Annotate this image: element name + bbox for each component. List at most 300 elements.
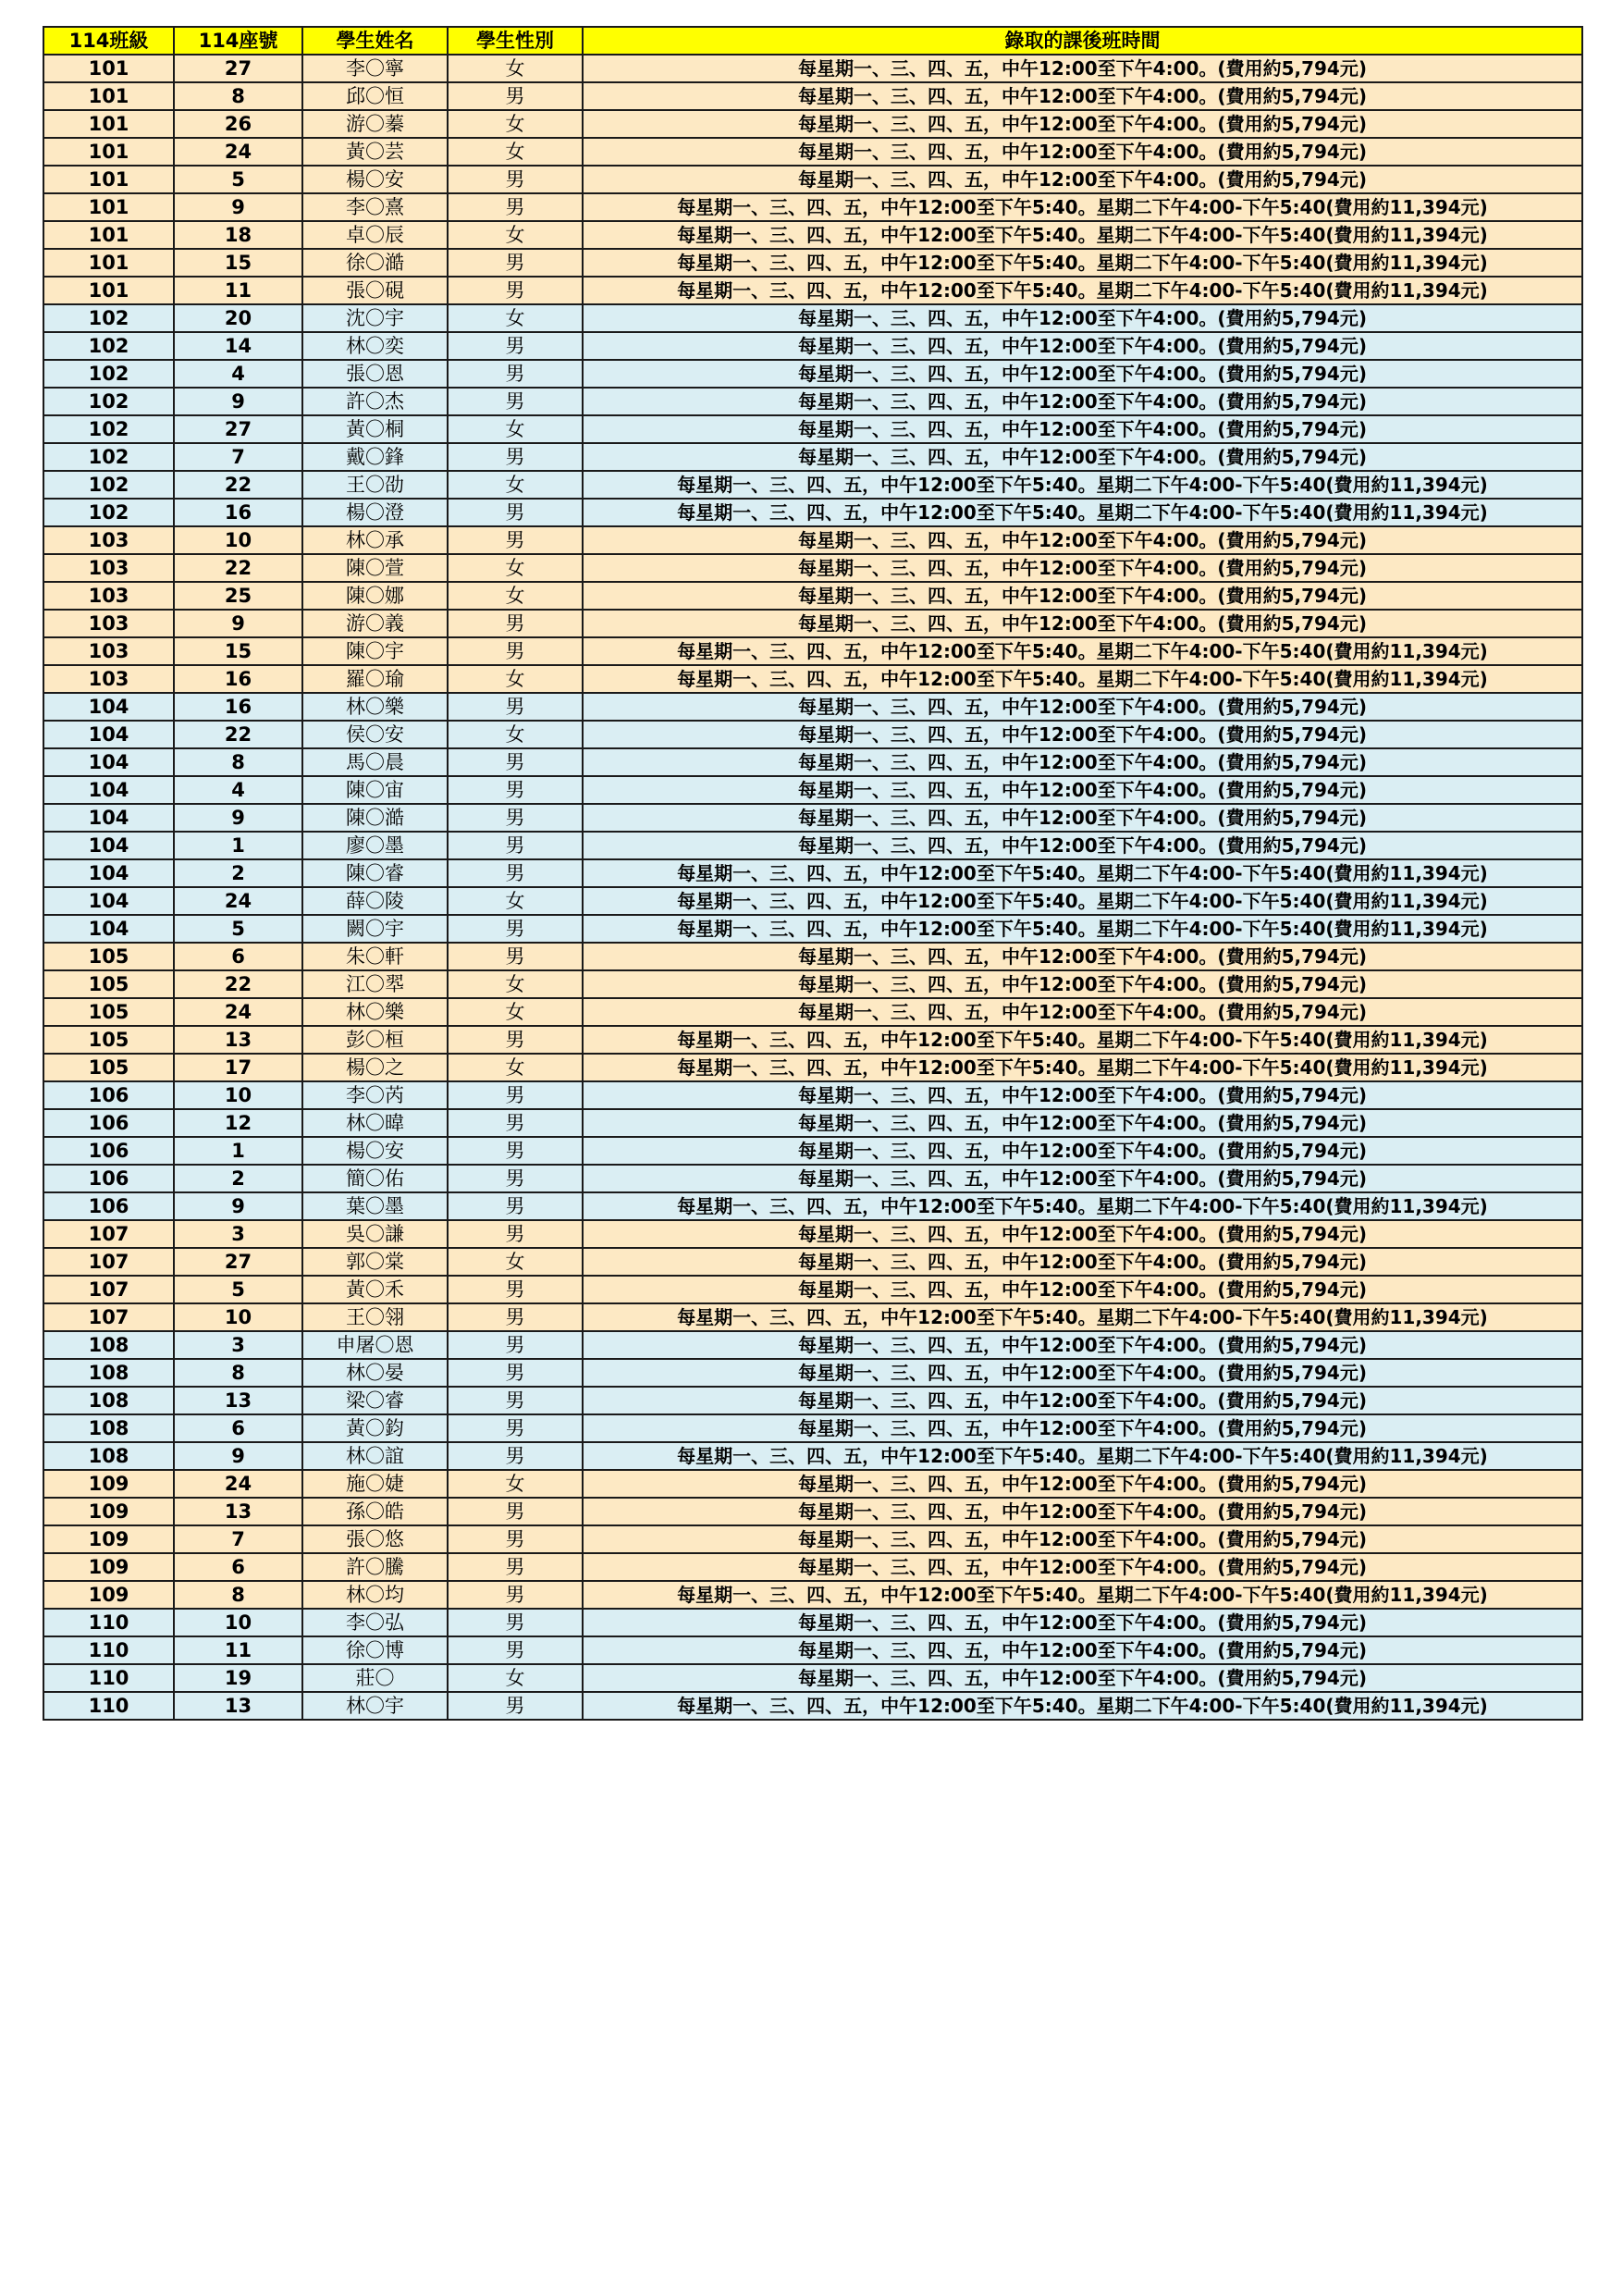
table-row — [43, 1054, 1582, 1081]
cell-name: 楊〇之 — [302, 1054, 448, 1081]
cell-gender: 男 — [448, 1026, 583, 1054]
cell-class: 102 — [43, 388, 174, 415]
cell-name: 沈〇宇 — [302, 304, 448, 332]
cell-name: 薛〇陵 — [302, 887, 448, 915]
cell-class: 108 — [43, 1359, 174, 1387]
cell-gender: 男 — [448, 82, 583, 110]
cell-name: 陳〇萱 — [302, 554, 448, 582]
cell-schedule: 每星期一、三、四、五，中午12:00至下午4:00。(費用約5,794元) — [583, 1276, 1582, 1303]
table-row — [43, 859, 1582, 887]
table-row — [43, 1165, 1582, 1192]
table-row — [43, 526, 1582, 554]
table-row — [43, 1359, 1582, 1387]
cell-gender: 男 — [448, 1137, 583, 1165]
cell-gender: 女 — [448, 304, 583, 332]
cell-name: 吳〇謙 — [302, 1220, 448, 1248]
cell-gender: 男 — [448, 915, 583, 943]
cell-class: 104 — [43, 832, 174, 859]
table-row — [43, 1387, 1582, 1414]
cell-seat: 22 — [174, 554, 302, 582]
cell-gender: 男 — [448, 332, 583, 360]
cell-schedule: 每星期一、三、四、五，中午12:00至下午5:40。星期二下午4:00-下午5:40(費用約11,394元) — [583, 499, 1582, 526]
cell-schedule: 每星期一、三、四、五，中午12:00至下午4:00。(費用約5,794元) — [583, 1248, 1582, 1276]
cell-class: 102 — [43, 332, 174, 360]
cell-gender: 男 — [448, 832, 583, 859]
table-row — [43, 998, 1582, 1026]
cell-gender: 女 — [448, 1470, 583, 1498]
cell-seat: 14 — [174, 332, 302, 360]
table-row — [43, 1192, 1582, 1220]
table-row — [43, 887, 1582, 915]
cell-seat: 8 — [174, 748, 302, 776]
cell-schedule: 每星期一、三、四、五，中午12:00至下午5:40。星期二下午4:00-下午5:40(費用約11,394元) — [583, 1192, 1582, 1220]
table-row — [43, 1220, 1582, 1248]
cell-class: 103 — [43, 610, 174, 637]
table-row — [43, 1414, 1582, 1442]
cell-schedule: 每星期一、三、四、五，中午12:00至下午4:00。(費用約5,794元) — [583, 55, 1582, 82]
cell-class: 104 — [43, 859, 174, 887]
cell-schedule: 每星期一、三、四、五，中午12:00至下午4:00。(費用約5,794元) — [583, 1414, 1582, 1442]
cell-gender: 男 — [448, 1109, 583, 1137]
cell-name: 侯〇安 — [302, 721, 448, 748]
cell-gender: 男 — [448, 526, 583, 554]
cell-class: 108 — [43, 1414, 174, 1442]
cell-seat: 27 — [174, 415, 302, 443]
table-row — [43, 610, 1582, 637]
cell-class: 109 — [43, 1498, 174, 1525]
table-row — [43, 1581, 1582, 1609]
cell-seat: 22 — [174, 970, 302, 998]
cell-name: 林〇暐 — [302, 1109, 448, 1137]
cell-name: 江〇翆 — [302, 970, 448, 998]
cell-schedule: 每星期一、三、四、五，中午12:00至下午4:00。(費用約5,794元) — [583, 1498, 1582, 1525]
cell-gender: 男 — [448, 1165, 583, 1192]
cell-name: 朱〇軒 — [302, 943, 448, 970]
cell-schedule: 每星期一、三、四、五，中午12:00至下午4:00。(費用約5,794元) — [583, 1137, 1582, 1165]
cell-seat: 9 — [174, 1192, 302, 1220]
cell-schedule: 每星期一、三、四、五，中午12:00至下午5:40。星期二下午4:00-下午5:40(費用約11,394元) — [583, 887, 1582, 915]
cell-seat: 7 — [174, 443, 302, 471]
cell-class: 104 — [43, 887, 174, 915]
cell-seat: 1 — [174, 1137, 302, 1165]
cell-name: 彭〇桓 — [302, 1026, 448, 1054]
table-row — [43, 1692, 1582, 1720]
cell-schedule: 每星期一、三、四、五，中午12:00至下午5:40。星期二下午4:00-下午5:40(費用約11,394元) — [583, 637, 1582, 665]
cell-class: 103 — [43, 582, 174, 610]
table-row — [43, 582, 1582, 610]
cell-gender: 男 — [448, 193, 583, 221]
table-row — [43, 1525, 1582, 1553]
cell-name: 馬〇晨 — [302, 748, 448, 776]
cell-name: 陳〇宇 — [302, 637, 448, 665]
cell-class: 107 — [43, 1276, 174, 1303]
cell-schedule: 每星期一、三、四、五，中午12:00至下午5:40。星期二下午4:00-下午5:40(費用約11,394元) — [583, 1054, 1582, 1081]
cell-class: 106 — [43, 1165, 174, 1192]
table-row — [43, 693, 1582, 721]
cell-class: 110 — [43, 1636, 174, 1664]
cell-seat: 22 — [174, 471, 302, 499]
cell-class: 101 — [43, 249, 174, 277]
header-name: 學生姓名 — [302, 27, 448, 55]
cell-gender: 男 — [448, 277, 583, 304]
cell-schedule: 每星期一、三、四、五，中午12:00至下午4:00。(費用約5,794元) — [583, 332, 1582, 360]
table-row — [43, 804, 1582, 832]
table-row — [43, 1248, 1582, 1276]
cell-schedule: 每星期一、三、四、五，中午12:00至下午4:00。(費用約5,794元) — [583, 582, 1582, 610]
table-row — [43, 943, 1582, 970]
cell-class: 102 — [43, 415, 174, 443]
cell-gender: 男 — [448, 1581, 583, 1609]
cell-name: 林〇承 — [302, 526, 448, 554]
cell-class: 102 — [43, 443, 174, 471]
cell-schedule: 每星期一、三、四、五，中午12:00至下午4:00。(費用約5,794元) — [583, 721, 1582, 748]
cell-seat: 24 — [174, 138, 302, 166]
header-schedule: 錄取的課後班時間 — [583, 27, 1582, 55]
cell-seat: 20 — [174, 304, 302, 332]
cell-class: 101 — [43, 138, 174, 166]
cell-name: 邱〇恒 — [302, 82, 448, 110]
table-row — [43, 415, 1582, 443]
cell-name: 李〇弘 — [302, 1609, 448, 1636]
cell-gender: 男 — [448, 776, 583, 804]
cell-name: 徐〇澔 — [302, 249, 448, 277]
table-row — [43, 1109, 1582, 1137]
cell-gender: 女 — [448, 665, 583, 693]
cell-name: 林〇樂 — [302, 693, 448, 721]
cell-gender: 男 — [448, 1636, 583, 1664]
cell-class: 102 — [43, 499, 174, 526]
cell-class: 105 — [43, 1054, 174, 1081]
cell-gender: 男 — [448, 610, 583, 637]
cell-name: 楊〇安 — [302, 1137, 448, 1165]
cell-seat: 10 — [174, 1609, 302, 1636]
cell-schedule: 每星期一、三、四、五，中午12:00至下午4:00。(費用約5,794元) — [583, 1109, 1582, 1137]
table-row — [43, 1470, 1582, 1498]
cell-gender: 男 — [448, 943, 583, 970]
table-row — [43, 221, 1582, 249]
cell-schedule: 每星期一、三、四、五，中午12:00至下午4:00。(費用約5,794元) — [583, 415, 1582, 443]
table-row — [43, 721, 1582, 748]
cell-class: 104 — [43, 693, 174, 721]
table-row — [43, 915, 1582, 943]
cell-class: 110 — [43, 1609, 174, 1636]
cell-schedule: 每星期一、三、四、五，中午12:00至下午4:00。(費用約5,794元) — [583, 610, 1582, 637]
cell-schedule: 每星期一、三、四、五，中午12:00至下午5:40。星期二下午4:00-下午5:40(費用約11,394元) — [583, 859, 1582, 887]
cell-class: 106 — [43, 1192, 174, 1220]
table-row — [43, 193, 1582, 221]
cell-class: 107 — [43, 1220, 174, 1248]
cell-gender: 男 — [448, 1692, 583, 1720]
cell-gender: 男 — [448, 859, 583, 887]
cell-schedule: 每星期一、三、四、五，中午12:00至下午4:00。(費用約5,794元) — [583, 1165, 1582, 1192]
roster-table — [43, 26, 1583, 1721]
cell-class: 108 — [43, 1387, 174, 1414]
cell-class: 103 — [43, 637, 174, 665]
table-row — [43, 832, 1582, 859]
cell-schedule: 每星期一、三、四、五，中午12:00至下午4:00。(費用約5,794元) — [583, 1470, 1582, 1498]
cell-class: 101 — [43, 277, 174, 304]
cell-gender: 男 — [448, 1553, 583, 1581]
header-class: 114班級 — [43, 27, 174, 55]
cell-gender: 男 — [448, 1192, 583, 1220]
cell-name: 林〇宇 — [302, 1692, 448, 1720]
cell-gender: 女 — [448, 55, 583, 82]
cell-gender: 男 — [448, 443, 583, 471]
cell-gender: 男 — [448, 1331, 583, 1359]
table-row — [43, 1081, 1582, 1109]
cell-name: 陳〇睿 — [302, 859, 448, 887]
cell-name: 林〇誼 — [302, 1442, 448, 1470]
cell-gender: 男 — [448, 1609, 583, 1636]
cell-class: 102 — [43, 304, 174, 332]
cell-seat: 8 — [174, 82, 302, 110]
cell-name: 林〇晏 — [302, 1359, 448, 1387]
table-row — [43, 637, 1582, 665]
cell-name: 游〇蓁 — [302, 110, 448, 138]
cell-class: 105 — [43, 970, 174, 998]
cell-seat: 17 — [174, 1054, 302, 1081]
cell-seat: 9 — [174, 193, 302, 221]
table-row — [43, 1498, 1582, 1525]
cell-name: 張〇悠 — [302, 1525, 448, 1553]
cell-gender: 女 — [448, 138, 583, 166]
cell-gender: 男 — [448, 637, 583, 665]
cell-gender: 男 — [448, 166, 583, 193]
cell-gender: 女 — [448, 415, 583, 443]
cell-name: 林〇樂 — [302, 998, 448, 1026]
cell-seat: 7 — [174, 1525, 302, 1553]
cell-gender: 女 — [448, 887, 583, 915]
cell-name: 孫〇皓 — [302, 1498, 448, 1525]
cell-class: 101 — [43, 55, 174, 82]
cell-seat: 24 — [174, 887, 302, 915]
cell-schedule: 每星期一、三、四、五，中午12:00至下午4:00。(費用約5,794元) — [583, 82, 1582, 110]
cell-schedule: 每星期一、三、四、五，中午12:00至下午5:40。星期二下午4:00-下午5:40(費用約11,394元) — [583, 221, 1582, 249]
cell-gender: 男 — [448, 1276, 583, 1303]
cell-gender: 女 — [448, 582, 583, 610]
cell-schedule: 每星期一、三、四、五，中午12:00至下午5:40。星期二下午4:00-下午5:40(費用約11,394元) — [583, 1303, 1582, 1331]
cell-schedule: 每星期一、三、四、五，中午12:00至下午4:00。(費用約5,794元) — [583, 776, 1582, 804]
table-row — [43, 1609, 1582, 1636]
table-row — [43, 1442, 1582, 1470]
cell-seat: 1 — [174, 832, 302, 859]
cell-name: 莊〇 — [302, 1664, 448, 1692]
cell-name: 許〇騰 — [302, 1553, 448, 1581]
cell-gender: 男 — [448, 1387, 583, 1414]
cell-name: 許〇杰 — [302, 388, 448, 415]
cell-name: 王〇劭 — [302, 471, 448, 499]
table-row — [43, 332, 1582, 360]
cell-gender: 女 — [448, 110, 583, 138]
cell-gender: 男 — [448, 693, 583, 721]
table-row — [43, 443, 1582, 471]
cell-gender: 男 — [448, 748, 583, 776]
cell-class: 106 — [43, 1081, 174, 1109]
table-row — [43, 249, 1582, 277]
cell-seat: 24 — [174, 1470, 302, 1498]
cell-class: 104 — [43, 804, 174, 832]
cell-name: 張〇恩 — [302, 360, 448, 388]
table-row — [43, 471, 1582, 499]
table-row — [43, 138, 1582, 166]
cell-name: 黃〇禾 — [302, 1276, 448, 1303]
header-gender: 學生性別 — [448, 27, 583, 55]
cell-class: 110 — [43, 1692, 174, 1720]
table-row — [43, 1276, 1582, 1303]
cell-class: 104 — [43, 721, 174, 748]
cell-gender: 男 — [448, 1525, 583, 1553]
table-row — [43, 82, 1582, 110]
cell-gender: 男 — [448, 360, 583, 388]
cell-name: 黃〇桐 — [302, 415, 448, 443]
cell-name: 郭〇棠 — [302, 1248, 448, 1276]
cell-gender: 女 — [448, 998, 583, 1026]
table-row — [43, 776, 1582, 804]
cell-seat: 6 — [174, 943, 302, 970]
cell-seat: 10 — [174, 1303, 302, 1331]
cell-schedule: 每星期一、三、四、五，中午12:00至下午5:40。星期二下午4:00-下午5:40(費用約11,394元) — [583, 471, 1582, 499]
cell-seat: 11 — [174, 277, 302, 304]
table-row — [43, 665, 1582, 693]
cell-gender: 女 — [448, 1664, 583, 1692]
cell-schedule: 每星期一、三、四、五，中午12:00至下午4:00。(費用約5,794元) — [583, 1553, 1582, 1581]
cell-schedule: 每星期一、三、四、五，中午12:00至下午4:00。(費用約5,794元) — [583, 693, 1582, 721]
cell-class: 101 — [43, 193, 174, 221]
cell-class: 107 — [43, 1303, 174, 1331]
cell-gender: 男 — [448, 1220, 583, 1248]
cell-seat: 8 — [174, 1581, 302, 1609]
cell-name: 黃〇芸 — [302, 138, 448, 166]
cell-seat: 9 — [174, 804, 302, 832]
cell-schedule: 每星期一、三、四、五，中午12:00至下午4:00。(費用約5,794元) — [583, 943, 1582, 970]
cell-class: 103 — [43, 554, 174, 582]
cell-seat: 11 — [174, 1636, 302, 1664]
cell-name: 梁〇睿 — [302, 1387, 448, 1414]
cell-gender: 男 — [448, 1081, 583, 1109]
cell-schedule: 每星期一、三、四、五，中午12:00至下午4:00。(費用約5,794元) — [583, 1359, 1582, 1387]
cell-gender: 女 — [448, 1054, 583, 1081]
cell-seat: 8 — [174, 1359, 302, 1387]
cell-name: 王〇翎 — [302, 1303, 448, 1331]
cell-class: 105 — [43, 1026, 174, 1054]
table-row — [43, 110, 1582, 138]
cell-gender: 女 — [448, 554, 583, 582]
cell-class: 101 — [43, 221, 174, 249]
cell-schedule: 每星期一、三、四、五，中午12:00至下午5:40。星期二下午4:00-下午5:40(費用約11,394元) — [583, 915, 1582, 943]
cell-class: 104 — [43, 915, 174, 943]
table-row — [43, 1664, 1582, 1692]
cell-seat: 5 — [174, 1276, 302, 1303]
cell-gender: 男 — [448, 1303, 583, 1331]
cell-seat: 16 — [174, 499, 302, 526]
cell-schedule: 每星期一、三、四、五，中午12:00至下午4:00。(費用約5,794元) — [583, 304, 1582, 332]
cell-seat: 5 — [174, 915, 302, 943]
cell-seat: 15 — [174, 249, 302, 277]
cell-seat: 26 — [174, 110, 302, 138]
cell-gender: 女 — [448, 1248, 583, 1276]
cell-name: 羅〇瑜 — [302, 665, 448, 693]
cell-class: 104 — [43, 748, 174, 776]
header-seat: 114座號 — [174, 27, 302, 55]
cell-name: 陳〇宙 — [302, 776, 448, 804]
cell-name: 楊〇安 — [302, 166, 448, 193]
cell-schedule: 每星期一、三、四、五，中午12:00至下午4:00。(費用約5,794元) — [583, 360, 1582, 388]
table-row — [43, 1137, 1582, 1165]
cell-seat: 18 — [174, 221, 302, 249]
cell-seat: 2 — [174, 859, 302, 887]
cell-class: 101 — [43, 110, 174, 138]
table-row — [43, 1026, 1582, 1054]
table-row — [43, 166, 1582, 193]
cell-name: 楊〇澄 — [302, 499, 448, 526]
cell-schedule: 每星期一、三、四、五，中午12:00至下午5:40。星期二下午4:00-下午5:40(費用約11,394元) — [583, 1692, 1582, 1720]
cell-class: 103 — [43, 526, 174, 554]
cell-name: 施〇婕 — [302, 1470, 448, 1498]
cell-schedule: 每星期一、三、四、五，中午12:00至下午4:00。(費用約5,794元) — [583, 138, 1582, 166]
cell-name: 闕〇宇 — [302, 915, 448, 943]
cell-schedule: 每星期一、三、四、五，中午12:00至下午5:40。星期二下午4:00-下午5:40(費用約11,394元) — [583, 193, 1582, 221]
cell-gender: 女 — [448, 721, 583, 748]
cell-name: 卓〇辰 — [302, 221, 448, 249]
cell-seat: 25 — [174, 582, 302, 610]
table-row — [43, 554, 1582, 582]
cell-class: 109 — [43, 1581, 174, 1609]
cell-name: 廖〇墨 — [302, 832, 448, 859]
cell-schedule: 每星期一、三、四、五，中午12:00至下午5:40。星期二下午4:00-下午5:40(費用約11,394元) — [583, 277, 1582, 304]
cell-class: 102 — [43, 360, 174, 388]
cell-seat: 4 — [174, 360, 302, 388]
cell-name: 陳〇澔 — [302, 804, 448, 832]
cell-schedule: 每星期一、三、四、五，中午12:00至下午4:00。(費用約5,794元) — [583, 526, 1582, 554]
cell-gender: 女 — [448, 970, 583, 998]
cell-gender: 男 — [448, 804, 583, 832]
cell-gender: 男 — [448, 1414, 583, 1442]
cell-seat: 13 — [174, 1498, 302, 1525]
cell-seat: 13 — [174, 1387, 302, 1414]
cell-name: 葉〇墨 — [302, 1192, 448, 1220]
cell-schedule: 每星期一、三、四、五，中午12:00至下午4:00。(費用約5,794元) — [583, 166, 1582, 193]
cell-seat: 16 — [174, 693, 302, 721]
cell-schedule: 每星期一、三、四、五，中午12:00至下午5:40。星期二下午4:00-下午5:40(費用約11,394元) — [583, 1442, 1582, 1470]
cell-schedule: 每星期一、三、四、五，中午12:00至下午4:00。(費用約5,794元) — [583, 554, 1582, 582]
cell-class: 106 — [43, 1137, 174, 1165]
cell-schedule: 每星期一、三、四、五，中午12:00至下午4:00。(費用約5,794元) — [583, 998, 1582, 1026]
cell-name: 李〇寧 — [302, 55, 448, 82]
cell-name: 陳〇娜 — [302, 582, 448, 610]
cell-seat: 6 — [174, 1553, 302, 1581]
table-row — [43, 360, 1582, 388]
cell-seat: 9 — [174, 610, 302, 637]
cell-name: 張〇硯 — [302, 277, 448, 304]
cell-seat: 13 — [174, 1692, 302, 1720]
cell-schedule: 每星期一、三、四、五，中午12:00至下午4:00。(費用約5,794元) — [583, 443, 1582, 471]
cell-name: 黃〇鈞 — [302, 1414, 448, 1442]
table-row — [43, 304, 1582, 332]
table-row — [43, 499, 1582, 526]
cell-schedule: 每星期一、三、四、五，中午12:00至下午4:00。(費用約5,794元) — [583, 1525, 1582, 1553]
cell-schedule: 每星期一、三、四、五，中午12:00至下午4:00。(費用約5,794元) — [583, 388, 1582, 415]
cell-name: 林〇均 — [302, 1581, 448, 1609]
cell-gender: 男 — [448, 499, 583, 526]
cell-class: 101 — [43, 166, 174, 193]
cell-class: 107 — [43, 1248, 174, 1276]
cell-gender: 男 — [448, 249, 583, 277]
cell-class: 104 — [43, 776, 174, 804]
cell-seat: 10 — [174, 526, 302, 554]
cell-seat: 24 — [174, 998, 302, 1026]
cell-name: 林〇奕 — [302, 332, 448, 360]
cell-schedule: 每星期一、三、四、五，中午12:00至下午4:00。(費用約5,794元) — [583, 804, 1582, 832]
